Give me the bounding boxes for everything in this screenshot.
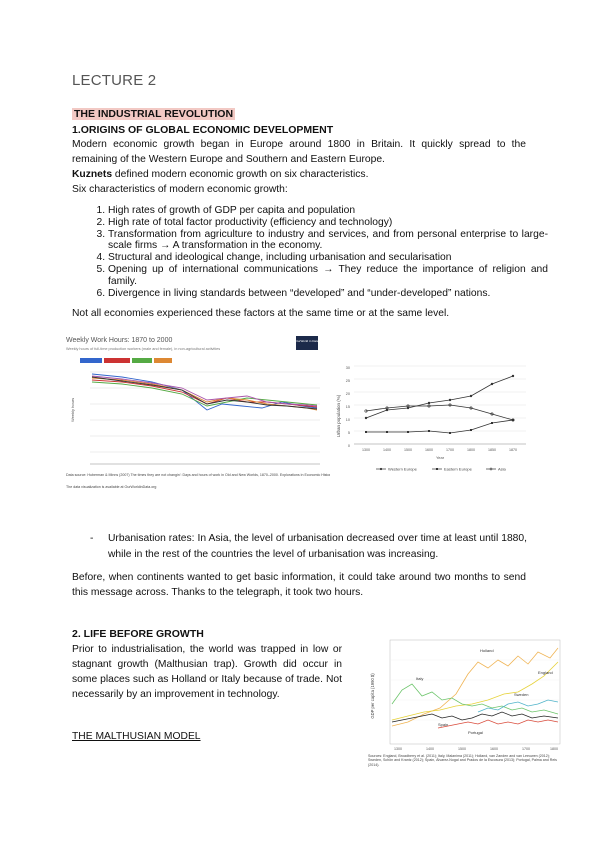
asia-markers [365,404,514,421]
x-tick: 1700 [446,448,454,452]
series-label: Sweden [514,692,529,697]
x-tick: 1500 [404,448,412,452]
x-tick: 1300 [394,747,402,751]
x-tick: 1500 [458,747,466,751]
lecture-title: LECTURE 2 [72,72,157,89]
list-item: 5. Opening up of international communications → They reduce the importance of religion and family. [108,264,548,288]
characteristics-list [88,205,548,299]
urban-ylabel: Urban population (%) [336,394,341,438]
x-tick: 1300 [362,448,370,452]
series-line [392,662,558,720]
x-tick: 1800 [467,448,475,452]
x-tick: 1700 [522,747,530,751]
y-tick: 20 [345,392,350,396]
urbanisation-chart [336,356,532,480]
urban-legend [376,467,507,472]
series-label: Portugal [468,730,483,735]
work-chart-title: Weekly Work Hours: 1870 to 2000 [66,337,173,344]
y-tick: 30 [345,366,350,370]
work-ylabel: Weekly hours [70,397,75,422]
x-tick: 1800 [550,747,558,751]
kuznets-bold: Kuznets [72,169,113,180]
list-item: 1. High rates of growth of GDP per capita and population [108,205,548,217]
work-license: The data visualization is available at OurWorldinData.org [66,485,157,489]
series-line [366,376,513,418]
intro-paragraph: Modern economic growth began in Europe around 1800 in Britain. It quickly spread to the remaining of the Western Europe and Southern and Eastern Europe. [72,139,526,165]
work-chart-subtitle: Weekly hours of full-time production workers (male and female), in non-agricultural activities [66,347,221,351]
x-tick: 1870 [509,448,517,452]
list-item: 2. High rate of total factor productivity (efficiency and technology) [108,217,548,229]
urbanisation-bullet [90,531,527,563]
legend-label: Asia [498,466,506,472]
life-paragraph: Prior to industrialisation, the world was trapped in low or stagnant growth (Malthusian trap). Growth did occur in some places such as Holland or Italy because of trade. Not necessarily by an improvement in technology. [72,644,342,700]
bullet-dash: - [90,533,94,544]
kuznets-line [72,167,526,182]
kuznets-rest: defined modern economic growth on six characteristics. [112,169,369,180]
legend-chip [132,358,152,363]
gdp-gridlines [390,660,560,720]
gdp-chart [368,634,564,788]
urban-xlabel: Year [435,455,445,460]
work-source [66,473,330,477]
y-tick: 5 [347,431,350,435]
x-tick: 1850 [488,448,496,452]
x-tick: 1600 [425,448,433,452]
series-line [392,648,558,726]
series-line [392,684,558,714]
series-label: Italy [416,676,424,681]
x-tick: 1600 [490,747,498,751]
y-tick: 25 [345,379,350,383]
heading-life-before-growth: 2. LIFE BEFORE GROWTH [72,628,204,640]
malthusian-heading: THE MALTHUSIAN MODEL [72,731,201,742]
urban-y-ticks [346,366,350,448]
urbanisation-text: Urbanisation rates: In Asia, the level of urbanisation decreased over time at least until 1880, while in the rest of the countries the level of urbanisation was increasing. [108,533,527,560]
section-highlight: THE INDUSTRIAL REVOLUTION [74,108,234,120]
list-item: 6. Divergence in living standards between “developed” and “under-developed” nations. [108,288,548,300]
legend-chip [80,358,102,363]
legend-label: Western Europe [388,466,417,472]
series-label: Spain [438,722,449,727]
legend-chip [154,358,172,363]
series-line [438,720,558,728]
work-hours-figure [62,332,330,494]
six-intro: Six characteristics of modern economic growth: [72,184,288,195]
legend-label: Eastern Europe [444,466,472,472]
y-tick: 10 [345,418,350,422]
gdp-figure [368,634,564,788]
series-label: England [538,670,553,675]
list-item: 4. Structural and ideological change, including urbanisation and secularisation [108,252,548,264]
gdp-labels [416,648,553,735]
gdp-source: Sources: England, Broadberry et al. (2011); Italy, Malanima (2011); Holland, van Zanden and van Leeuwen (2012); Sweden, Schön and Krantz (2012); Spain, Álvarez-Nogal and Prados de la Escosura (2013); Portugal, Palma and Reis (2014). [368,754,557,767]
legend-chip [104,358,130,363]
gdp-source-box [368,754,564,788]
gdp-x-ticks [394,747,558,751]
work-hours-chart [62,332,330,494]
owid-badge-text: OurWorld in Data [295,339,319,343]
telegraph-paragraph: Before, when continents wanted to get basic information, it could take around two months to send this message across. Thanks to the telegraph, it took two hours. [72,572,526,598]
series-label: Holland [480,648,494,653]
urban-x-ticks [362,448,517,452]
urban-gridlines [354,366,526,431]
list-item: 3. Transformation from agriculture to industry and services, and from personal enterprise to large-scale firms → A transformation in the economy. [108,229,548,253]
urbanisation-figure [336,356,532,480]
not-all-text: Not all economies experienced these factors at the same time or at the same level. [72,308,450,319]
gdp-ylabel: GDP per capita (1990 $) [370,673,375,719]
work-source-text: Data source: Huberman & Minns (2007) The times they are not changin': Days and hours of work in Old and New Worlds, 1870–2000. Explorations in Economic History. [66,473,330,477]
y-tick: 0 [347,444,350,448]
y-tick: 15 [345,405,350,409]
x-tick: 1400 [426,747,434,751]
x-tick: 1400 [383,448,391,452]
heading-origins: 1.ORIGINS OF GLOBAL ECONOMIC DEVELOPMENT [72,124,334,136]
